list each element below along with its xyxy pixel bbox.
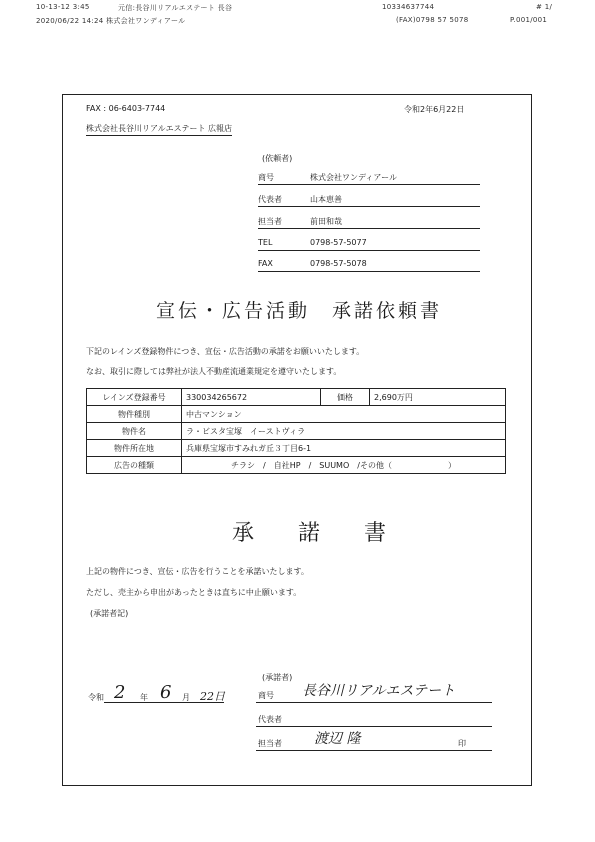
requester-company-value: 株式会社ワンディアール <box>310 173 397 182</box>
table-row <box>87 457 506 474</box>
consent-title: 承 諾 書 <box>232 521 387 546</box>
address-value: 兵庫県宝塚市すみれガ丘３丁目6-1 <box>182 440 506 457</box>
signer-staff-value: 渡辺 隆 <box>314 731 361 747</box>
consent-line-1: 上記の物件につき、宣伝・広告を行うことを承諾いたします。 <box>86 567 309 576</box>
requester-rep-value: 山本恵善 <box>310 195 342 204</box>
fax-header-date-sender: 2020/06/22 14:24 株式会社ワンディアール <box>36 17 186 25</box>
sign-date-month: 6 <box>160 682 172 703</box>
page-title: 宣伝・広告活動 承諾依頼書 <box>156 300 443 322</box>
requester-company-row <box>258 170 480 185</box>
signer-rep-label: 代表者 <box>258 715 282 724</box>
table-row <box>87 423 506 440</box>
fax-header-number: 10334637744 <box>382 3 435 11</box>
sign-date-era: 令和 <box>88 693 104 702</box>
consent-line-2: ただし、売主から申出があったときは直ちに中止願います。 <box>86 588 302 597</box>
requester-heading: (依頼者) <box>262 154 293 163</box>
signer-staff-label: 担当者 <box>258 739 282 748</box>
type-value: 中古マンション <box>182 406 506 423</box>
requester-fax-row <box>258 257 480 272</box>
fax-header-sender: 元信:長谷川リアルエステート 長谷 <box>118 4 233 12</box>
requester-company-label: 商号 <box>258 173 274 182</box>
sign-date-day: 22日 <box>200 690 225 703</box>
price-value: 2,690万円 <box>370 389 506 406</box>
requester-rep-row <box>258 192 480 207</box>
fax-header-page: # 1/ <box>536 3 553 11</box>
property-table <box>86 388 506 474</box>
requester-tel-value: 0798-57-5077 <box>310 238 367 247</box>
table-row <box>87 389 506 406</box>
sign-date-year: 2 <box>114 682 126 703</box>
document-date: 令和2年6月22日 <box>404 105 465 114</box>
media-value: チラシ / 自社HP / SUUMO /その他（ ） <box>182 457 506 474</box>
recipient-fax: FAX : 06-6403-7744 <box>86 104 166 113</box>
consent-line-3: (承諾者記) <box>90 609 129 618</box>
requester-fax-label: FAX <box>258 259 273 268</box>
address-label: 物件所在地 <box>87 440 182 457</box>
intro-line-1: 下記のレインズ登録物件につき、宣伝・広告活動の承諾をお願いいたします。 <box>86 347 365 356</box>
price-label: 価格 <box>321 389 370 406</box>
company-underline <box>256 702 492 703</box>
sign-date-year-unit: 年 <box>140 693 148 702</box>
reins-label: レインズ登録番号 <box>87 389 182 406</box>
signer-company-value: 長谷川リアルエステート <box>302 683 456 699</box>
reins-value: 330034265672 <box>182 389 321 406</box>
requester-fax-value: 0798-57-5078 <box>310 259 367 268</box>
sign-date-month-unit: 月 <box>182 693 190 702</box>
type-label: 物件種別 <box>87 406 182 423</box>
name-value: ラ・ビスタ宝塚 イーストヴィラ <box>182 423 506 440</box>
requester-staff-row <box>258 214 480 229</box>
signer-company-label: 商号 <box>258 691 274 700</box>
fax-header-fax-number: (FAX)0798 57 5078 <box>396 16 469 24</box>
fax-header-time: 10-13-12 3:45 <box>36 3 90 11</box>
table-row <box>87 406 506 423</box>
seal-mark: 印 <box>458 739 466 748</box>
table-row <box>87 440 506 457</box>
fax-header-page-count: P.001/001 <box>510 16 548 24</box>
requester-staff-value: 前田和哉 <box>310 217 342 226</box>
date-underline <box>104 702 224 703</box>
requester-tel-row <box>258 236 480 251</box>
staff-underline <box>256 750 492 751</box>
requester-staff-label: 担当者 <box>258 217 282 226</box>
requester-rep-label: 代表者 <box>258 195 282 204</box>
recipient-company: 株式会社長谷川リアルエステート 広報店 <box>86 123 232 136</box>
rep-underline <box>256 726 492 727</box>
name-label: 物件名 <box>87 423 182 440</box>
media-label: 広告の種類 <box>87 457 182 474</box>
signer-heading: (承諾者) <box>262 673 293 682</box>
intro-line-2: なお、取引に際しては弊社が法人不動産流通業規定を遵守いたします。 <box>86 367 342 376</box>
requester-tel-label: TEL <box>258 238 273 247</box>
